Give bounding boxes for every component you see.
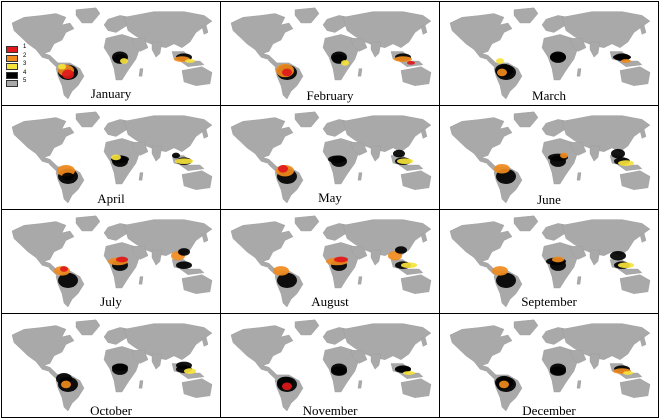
- landmass-11: [399, 165, 423, 171]
- landmass-11: [399, 269, 423, 275]
- map-panel-july: [1, 209, 221, 314]
- landmass-13: [640, 129, 646, 139]
- month-label: October: [90, 403, 132, 418]
- landmass-6: [577, 277, 581, 285]
- legend-label: 1: [23, 44, 27, 50]
- climate-class-region: [175, 158, 193, 164]
- map-panel-june: [439, 105, 659, 210]
- landmass-11: [180, 373, 204, 379]
- climate-class-region: [613, 54, 631, 60]
- map-panel-april: [1, 105, 221, 210]
- landmass-6: [139, 69, 143, 77]
- month-label: March: [532, 88, 566, 103]
- month-label: April: [97, 191, 125, 206]
- landmass-12: [182, 67, 212, 86]
- legend-label: 5: [23, 78, 27, 84]
- legend-swatch: [6, 46, 18, 53]
- month-label: July: [100, 294, 122, 309]
- landmass-11: [180, 165, 204, 171]
- month-label: June: [537, 192, 561, 207]
- map-panel-august: [220, 209, 440, 314]
- month-label: September: [521, 294, 577, 309]
- climate-class-region: [395, 246, 407, 254]
- landmass-1: [295, 216, 319, 231]
- legend-swatch: [6, 72, 18, 79]
- climate-class-region: [184, 368, 196, 374]
- landmass-13: [421, 337, 427, 347]
- landmass-1: [514, 8, 538, 23]
- climate-class-region: [282, 69, 292, 77]
- landmass-13: [202, 337, 208, 347]
- climate-class-region: [397, 158, 413, 164]
- landmass-13: [640, 233, 646, 243]
- climate-class-region: [331, 366, 347, 376]
- landmass-6: [358, 69, 362, 77]
- landmass-13: [202, 233, 208, 243]
- climate-class-region: [62, 70, 74, 80]
- landmass-13: [421, 129, 427, 139]
- landmass-12: [182, 171, 212, 190]
- landmass-9: [371, 250, 381, 265]
- landmass-0: [12, 326, 74, 372]
- world-map: [2, 314, 219, 416]
- legend-label: 3: [23, 61, 27, 67]
- map-panel-february: [220, 1, 440, 106]
- landmass-12: [182, 379, 212, 398]
- landmass-9: [371, 42, 381, 57]
- climate-class-region: [618, 262, 634, 268]
- landmass-11: [180, 269, 204, 275]
- landmass-11: [618, 269, 642, 275]
- month-label: February: [306, 88, 354, 103]
- landmass-9: [590, 146, 600, 161]
- landmass-6: [139, 277, 143, 285]
- climate-class-region: [394, 56, 412, 62]
- climate-class-region: [403, 371, 415, 375]
- landmass-11: [618, 165, 642, 171]
- climate-class-region: [550, 366, 566, 376]
- landmass-13: [421, 233, 427, 243]
- map-panel-march: [439, 1, 659, 106]
- climate-class-region: [618, 160, 634, 166]
- landmass-0: [231, 326, 293, 372]
- climate-class-region: [334, 257, 348, 263]
- climate-class-region: [610, 251, 626, 261]
- landmass-1: [295, 8, 319, 23]
- landmass-1: [76, 216, 100, 231]
- landmass-1: [76, 320, 100, 335]
- month-label: November: [302, 403, 358, 418]
- map-layer: [231, 320, 431, 411]
- landmass-13: [202, 129, 208, 139]
- monthly-map-grid: [1, 1, 659, 418]
- world-map: [440, 314, 657, 416]
- map-panel-january: [1, 1, 221, 106]
- landmass-13: [640, 25, 646, 35]
- map-layer: [12, 112, 212, 203]
- landmass-0: [450, 326, 512, 372]
- climate-class-region: [623, 371, 633, 375]
- map-layer: [450, 8, 650, 99]
- landmass-6: [358, 381, 362, 389]
- landmass-6: [358, 173, 362, 181]
- landmass-6: [139, 173, 143, 181]
- landmass-6: [358, 277, 362, 285]
- landmass-9: [590, 354, 600, 369]
- climate-class-region: [120, 58, 128, 64]
- landmass-12: [401, 171, 431, 190]
- legend: [6, 46, 46, 89]
- map-layer: [12, 320, 212, 411]
- landmass-9: [371, 146, 381, 161]
- climate-class-region: [111, 155, 121, 161]
- climate-class-region: [112, 364, 128, 372]
- climate-class-region: [328, 156, 346, 164]
- landmass-12: [620, 379, 650, 398]
- landmass-6: [577, 173, 581, 181]
- landmass-9: [152, 42, 162, 57]
- map-layer: [450, 112, 650, 203]
- landmass-13: [421, 25, 427, 35]
- landmass-1: [514, 112, 538, 127]
- landmass-0: [450, 118, 512, 164]
- climate-class-region: [550, 52, 566, 62]
- landmass-9: [590, 250, 600, 265]
- landmass-12: [182, 275, 212, 294]
- climate-class-region: [611, 149, 625, 159]
- month-label: August: [311, 294, 349, 309]
- climate-class-region: [497, 69, 507, 77]
- map-panel-november: [220, 313, 440, 418]
- landmass-6: [577, 69, 581, 77]
- climate-class-region: [341, 60, 349, 66]
- climate-class-region: [61, 381, 71, 389]
- climate-class-region: [401, 262, 417, 268]
- climate-class-region: [621, 59, 631, 63]
- landmass-12: [620, 67, 650, 86]
- landmass-0: [12, 118, 74, 164]
- landmass-9: [152, 146, 162, 161]
- landmass-12: [401, 275, 431, 294]
- climate-class-region: [492, 266, 508, 276]
- landmass-12: [620, 171, 650, 190]
- legend-swatch: [6, 63, 18, 70]
- landmass-12: [620, 275, 650, 294]
- month-label: December: [522, 403, 576, 418]
- landmass-9: [152, 250, 162, 265]
- landmass-1: [76, 112, 100, 127]
- landmass-0: [231, 14, 293, 60]
- landmass-13: [640, 337, 646, 347]
- landmass-12: [401, 67, 431, 86]
- landmass-1: [295, 320, 319, 335]
- landmass-9: [590, 42, 600, 57]
- map-panel-october: [1, 313, 221, 418]
- landmass-0: [450, 222, 512, 268]
- climate-class-region: [499, 381, 509, 389]
- world-map: [221, 314, 438, 416]
- climate-class-region: [185, 59, 195, 63]
- legend-label: 4: [23, 69, 27, 76]
- climate-class-region: [172, 153, 180, 159]
- climate-class-region: [60, 266, 68, 272]
- climate-class-region: [496, 58, 504, 64]
- landmass-1: [76, 8, 100, 23]
- landmass-1: [514, 320, 538, 335]
- month-label: May: [318, 190, 342, 205]
- landmass-0: [231, 222, 293, 268]
- month-label: January: [90, 86, 132, 101]
- map-layer: [450, 320, 650, 411]
- climate-class-region: [552, 257, 564, 263]
- map-panel-may: [220, 105, 440, 210]
- map-panel-september: [439, 209, 659, 314]
- landmass-0: [12, 222, 74, 268]
- landmass-9: [371, 354, 381, 369]
- landmass-13: [202, 25, 208, 35]
- climate-class-region: [176, 362, 192, 370]
- landmass-1: [295, 112, 319, 127]
- climate-class-region: [62, 173, 74, 181]
- landmass-9: [152, 354, 162, 369]
- climate-class-region: [58, 64, 66, 70]
- legend-swatch: [6, 55, 18, 62]
- landmass-6: [139, 381, 143, 389]
- landmass-12: [401, 379, 431, 398]
- map-panel-december: [439, 313, 659, 418]
- climate-class-region: [407, 61, 415, 65]
- landmass-0: [231, 118, 293, 164]
- climate-class-region: [494, 164, 510, 174]
- climate-class-region: [393, 150, 405, 158]
- legend-label: 2: [23, 52, 27, 59]
- climate-class-region: [116, 257, 128, 263]
- landmass-0: [450, 14, 512, 60]
- climate-class-region: [178, 248, 190, 256]
- climate-class-region: [176, 261, 192, 269]
- climate-class-region: [560, 153, 568, 159]
- map-layer: [231, 8, 431, 99]
- landmass-1: [514, 216, 538, 231]
- climate-class-region: [278, 165, 288, 173]
- climate-class-region: [273, 266, 289, 276]
- landmass-6: [577, 381, 581, 389]
- climate-class-region: [282, 383, 292, 391]
